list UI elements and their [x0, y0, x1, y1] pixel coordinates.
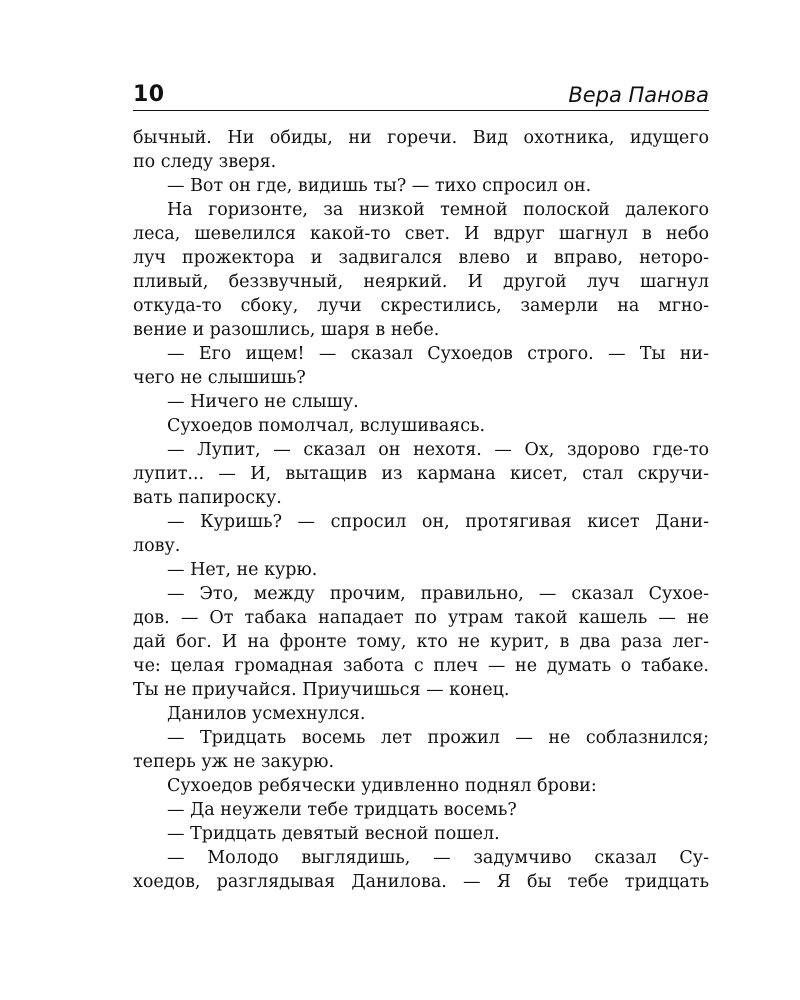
text-line: лупит... — И, вытащив из кармана кисет, стал скручи-	[133, 464, 709, 484]
running-head	[133, 80, 709, 110]
text-line: — Тридцать девятый весной пошел.	[167, 824, 500, 844]
text-line: вать папироску.	[133, 488, 282, 508]
text-line: леса, шевелился какой-то свет. И вдруг шагнул в небо	[133, 224, 709, 244]
text-line: — Лупит, — сказал он нехотя. — Ох, здорово где-то	[167, 440, 709, 460]
body-text	[133, 126, 709, 894]
text-line: откуда-то сбоку, лучи скрестились, замерли на мгно-	[133, 296, 709, 316]
text-line: Данилов усмехнулся.	[167, 704, 366, 724]
page-number: 10	[133, 82, 165, 107]
text-line: хоедов, разглядывая Данилова. — Я бы тебе тридцать	[133, 872, 709, 892]
text-line: лову.	[133, 536, 181, 556]
text-line: по следу зверя.	[133, 152, 277, 172]
text-line: теперь уж не закурю.	[133, 752, 335, 772]
text-line: дов. — От табака нападает по утрам такой кашель — не	[133, 608, 709, 628]
text-line: че: целая громадная забота с плеч — не думать о табаке.	[133, 656, 709, 676]
text-line: На горизонте, за низкой темной полоской далекого	[167, 200, 709, 220]
text-line: бычный. Ни обиды, ни горечи. Вид охотника, идущего	[133, 128, 709, 148]
text-line: Сухоедов помолчал, вслушиваясь.	[167, 416, 486, 436]
text-line: чего не слышишь?	[133, 368, 306, 388]
text-line: Сухоедов ребячески удивленно поднял брови:	[167, 776, 597, 796]
text-line: Ты не приучайся. Приучишься — конец.	[133, 680, 510, 700]
text-line: — Его ищем! — сказал Сухоедов строго. — Ты ни-	[167, 344, 709, 364]
text-line: — Да неужели тебе тридцать восемь?	[167, 800, 517, 820]
text-line: — Молодо выглядишь, — задумчиво сказал Су-	[167, 848, 709, 868]
text-line: пливый, беззвучный, неяркий. И другой луч шагнул	[133, 272, 709, 292]
text-line: луч прожектора и задвигался влево и вправо, неторо-	[133, 248, 709, 268]
text-line: — Нет, не курю.	[167, 560, 318, 580]
text-line: — Тридцать восемь лет прожил — не соблазнился;	[167, 728, 709, 748]
text-line: дай бог. И на фронте тому, кто не курит, в два раза лег-	[133, 632, 709, 652]
header-divider	[133, 110, 709, 111]
text-line: — Ничего не слышу.	[167, 392, 359, 412]
text-line: — Вот он где, видишь ты? — тихо спросил он.	[167, 176, 592, 196]
text-line: — Куришь? — спросил он, протягивая кисет Дани-	[167, 512, 709, 532]
running-head-author: Вера Панова	[568, 83, 709, 107]
text-line: вение и разошлись, шаря в небе.	[133, 320, 440, 340]
text-line: — Это, между прочим, правильно, — сказал Сухое-	[167, 584, 709, 604]
